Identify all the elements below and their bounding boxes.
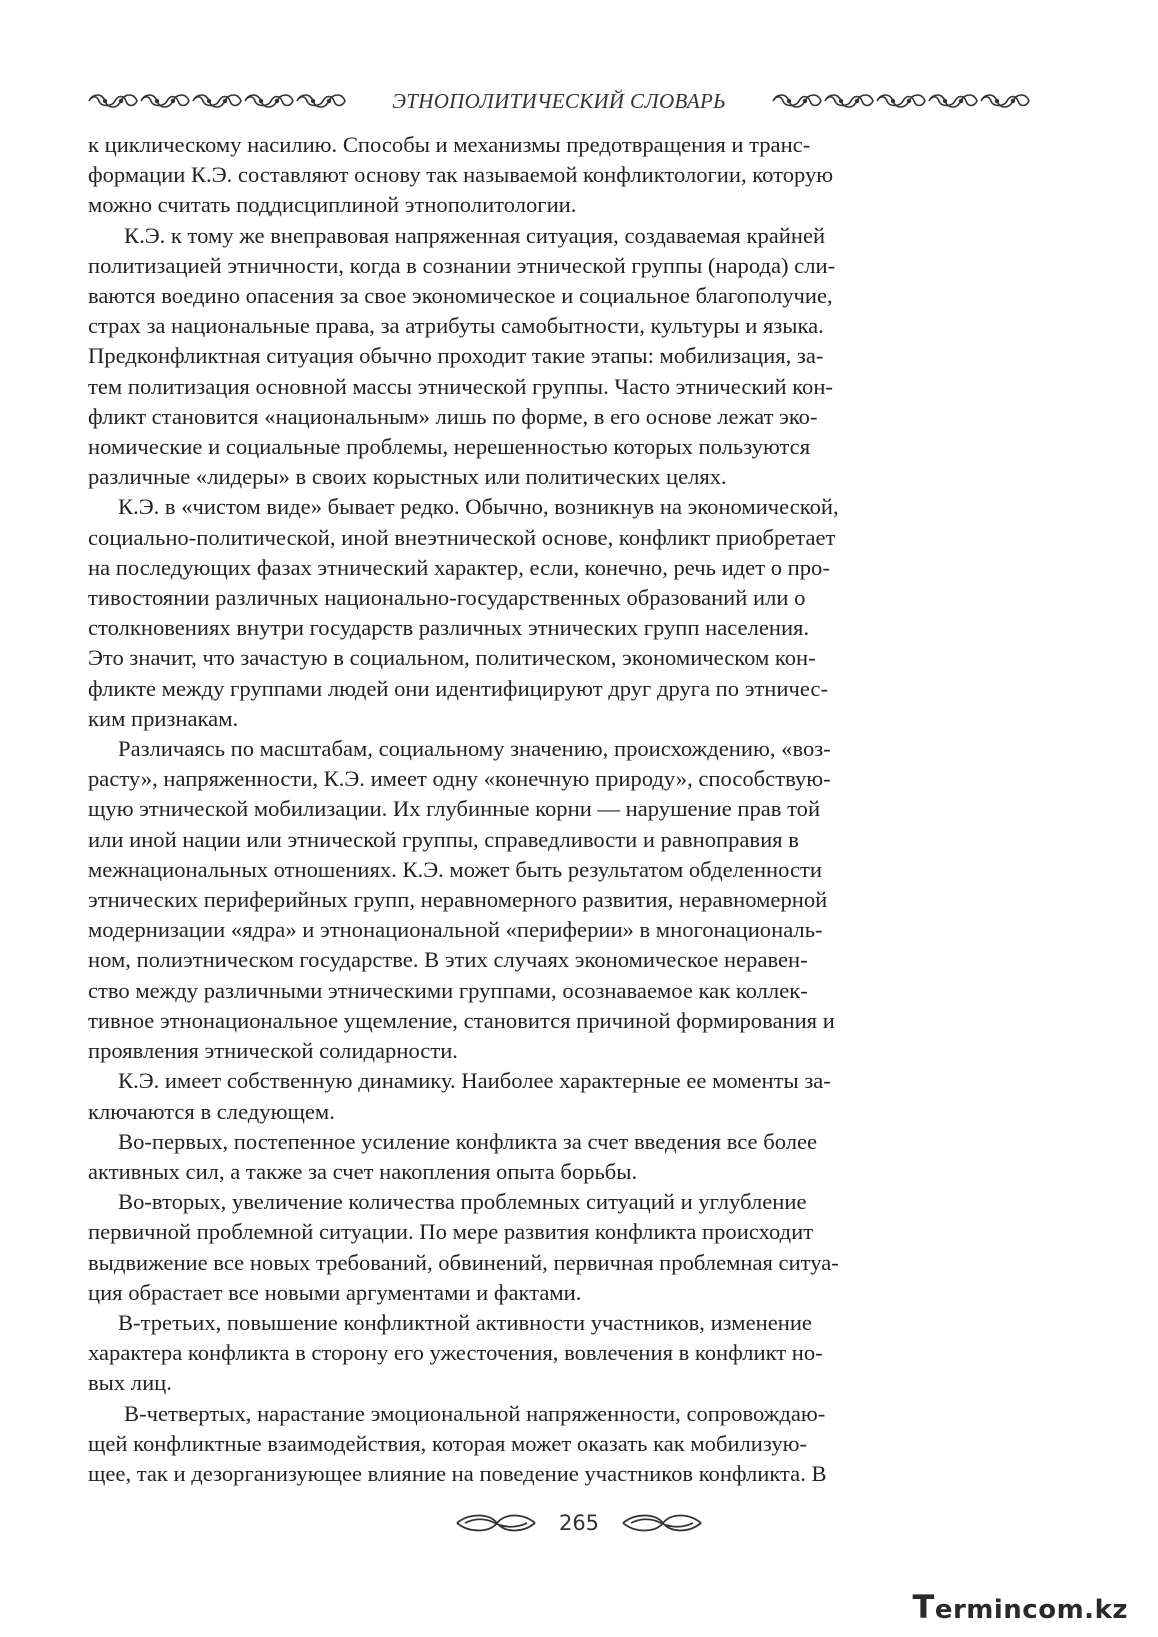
text-line: на последующих фазах этнический характер, если, конечно, речь идет о про-	[88, 554, 830, 580]
text-line: или иной нации или этнической группы, справедливости и равноправия в	[88, 826, 799, 852]
page-number: 265	[558, 1511, 600, 1535]
text-line: активных сил, а также за счет накопления опыта борьбы.	[88, 1158, 638, 1184]
footer-ornament-icon	[621, 1513, 703, 1533]
text-line: фликт становится «национальным» лишь по форме, в его основе лежат эко-	[88, 403, 818, 429]
text-line: проявления этнической солидарности.	[88, 1038, 458, 1064]
text-line: различные «лидеры» в своих корыстных или политических целях.	[88, 464, 727, 490]
text-line: формации К.Э. составляют основу так называемой конфликтологии, которую	[88, 162, 834, 188]
text-line: характера конфликта в сторону его ужесточения, вовлечения в конфликт но-	[88, 1340, 823, 1366]
text-line: К.Э. в «чистом виде» бывает редко. Обычно, возникнув на экономической,	[118, 494, 839, 520]
text-line: модернизации «ядра» и этнонациональной «периферии» в многонациональ-	[88, 917, 823, 943]
text-line: В-четвертых, нарастание эмоциональной напряженности, сопровождаю-	[124, 1400, 826, 1426]
text-line: ство между различными этническими группами, осознаваемое как коллек-	[88, 977, 808, 1003]
body-text	[88, 130, 1029, 1489]
text-line: межнациональных отношениях. К.Э. может быть результатом обделенности	[88, 856, 822, 882]
header-ornament-icon	[88, 92, 346, 110]
text-line: Это значит, что зачастую в социальном, политическом, экономическом кон-	[88, 645, 816, 671]
text-line: К.Э. имеет собственную динамику. Наиболее характерные ее моменты за-	[118, 1068, 831, 1094]
text-line: первичной проблемной ситуации. По мере развития конфликта происходит	[88, 1219, 814, 1245]
text-line: вых лиц.	[88, 1370, 172, 1396]
text-line: этнических периферийных групп, неравномерного развития, неравномерной	[88, 887, 828, 913]
text-line: Во-первых, постепенное усиление конфликта за счет введения все более	[118, 1128, 818, 1154]
text-line: тивное этнонациональное ущемление, становится причиной формирования и	[88, 1007, 835, 1033]
text-line: ким признакам.	[88, 705, 239, 731]
running-header	[88, 86, 1030, 116]
text-line: В-третьих, повышение конфликтной активности участников, изменение	[118, 1309, 812, 1335]
page-footer	[0, 1508, 1158, 1538]
text-line: щую этнической мобилизации. Их глубинные корни — нарушение прав той	[88, 796, 821, 822]
text-line: ция обрастает все новыми аргументами и фактами.	[88, 1279, 582, 1305]
text-line: Предконфликтная ситуация обычно проходит такие этапы: мобилизация, за-	[88, 343, 824, 369]
text-line: номические и социальные проблемы, нерешенностью которых пользуются	[88, 434, 811, 460]
text-line: ключаются в следующем.	[88, 1098, 335, 1124]
footer-ornament-icon	[455, 1513, 537, 1533]
text-line: социально-политической, иной внеэтнической основе, конфликт приобретает	[88, 524, 836, 550]
text-line: фликте между группами людей они идентифицируют друг друга по этничес-	[88, 675, 828, 701]
text-line: ваются воедино опасения за свое экономическое и социальное благополучие,	[88, 283, 833, 309]
text-line: К.Э. к тому же внеправовая напряженная ситуация, создаваемая крайней	[124, 222, 826, 248]
text-line: можно считать поддисциплиной этнополитологии.	[88, 192, 577, 218]
search-icon: o	[1038, 1595, 1057, 1625]
header-title: ЭТНОПОЛИТИЧЕСКИЙ СЛОВАРЬ	[392, 88, 726, 113]
text-line: щей конфликтные взаимодействия, которая может оказать как мобилизую-	[88, 1430, 808, 1456]
text-line: страх за национальные права, за атрибуты самобытности, культуры и языка.	[88, 313, 824, 339]
text-line: политизацией этничности, когда в сознании этнической группы (народа) сли-	[88, 252, 836, 278]
header-ornament-icon	[772, 92, 1030, 110]
text-line: к циклическому насилию. Способы и механизмы предотвращения и транс-	[88, 132, 811, 157]
text-line: выдвижение все новых требований, обвинений, первичная проблемная ситуа-	[88, 1249, 839, 1275]
text-line: Различаясь по масштабам, социальному значению, происхождению, «воз-	[118, 736, 831, 762]
text-line: ном, полиэтническом государстве. В этих случаях экономическое неравен-	[88, 947, 808, 973]
text-line: щее, так и дезорганизующее влияние на поведение участников конфликта. В	[88, 1460, 827, 1486]
text-line: Во-вторых, увеличение количества проблемных ситуаций и углубление	[118, 1189, 807, 1215]
text-line: тивостоянии различных национально-государственных образований или о	[88, 585, 806, 611]
text-line: расту», напряженности, К.Э. имеет одну «конечную природу», способствую-	[88, 766, 831, 792]
text-line: тем политизация основной массы этнической группы. Часто этнический кон-	[88, 373, 833, 399]
text-line: столкновениях внутри государств различных этнических групп населения.	[88, 615, 810, 641]
watermark-logo: Termincom.kz	[912, 1588, 1128, 1626]
